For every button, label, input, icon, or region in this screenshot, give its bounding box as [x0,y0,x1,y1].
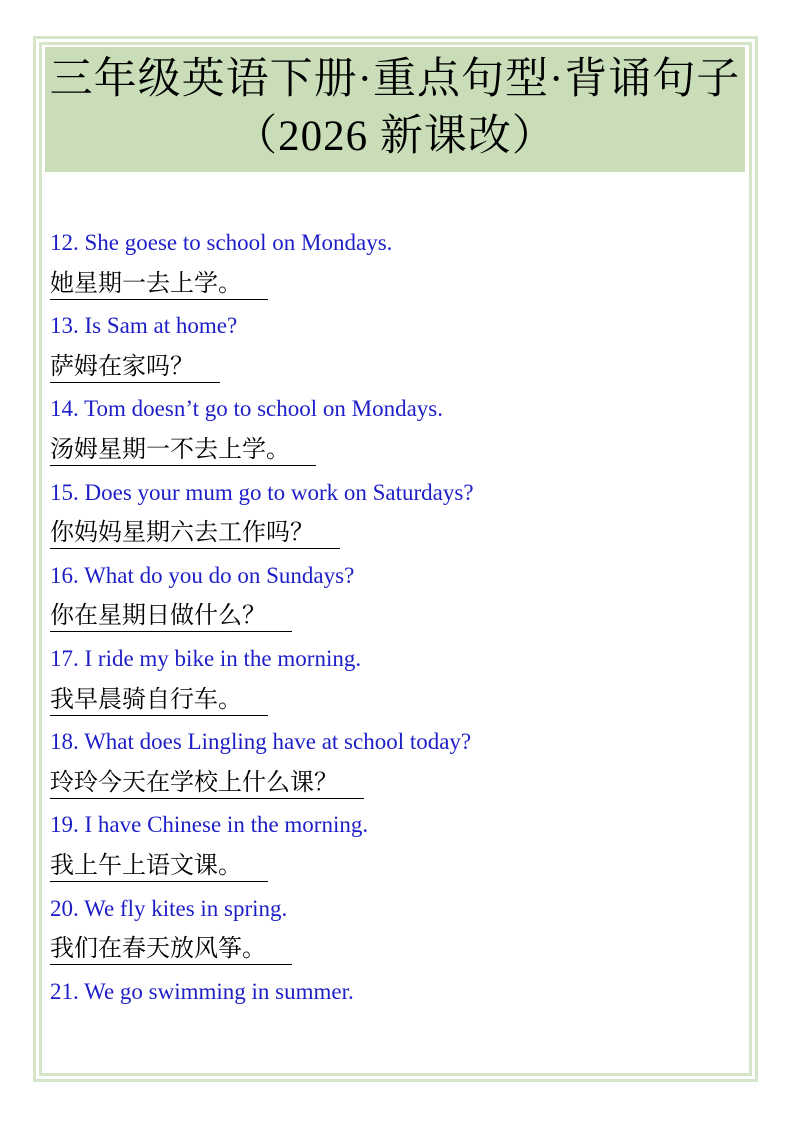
translation-zh-15-text: 你妈妈星期六去工作吗？ [50,519,340,549]
translation-zh-12-text: 她星期一去上学。 [50,270,268,300]
sentence-en-19: 19. I have Chinese in the morning. [50,812,369,838]
translation-zh-19-text: 我上午上语文课。 [50,852,268,882]
translation-zh-17-text: 我早晨骑自行车。 [50,686,268,716]
translation-zh-15 [50,513,750,555]
translation-zh-13 [50,347,750,389]
translation-zh-14 [50,430,750,472]
title-line-2: （2026 新课改） [234,113,556,160]
sentence-en-17: 17. I ride my bike in the morning. [50,645,362,671]
translation-zh-18 [50,763,750,805]
translation-zh-20 [50,929,750,971]
translation-zh-19 [50,846,750,888]
sentence-en-14: 14. Tom doesn’t go to school on Mondays. [50,396,444,422]
translation-zh-13-text: 萨姆在家吗？ [50,353,220,383]
sentence-en-13: 13. Is Sam at home? [50,313,238,339]
translation-zh-20-text: 我们在春天放风筝。 [50,935,292,965]
translation-zh-12 [50,264,750,306]
title-line-1: 三年级英语下册·重点句型·背诵句子 [49,56,741,103]
sentence-en-21: 21. We go swimming in summer. [50,978,354,1004]
translation-zh-16 [50,596,750,638]
sentence-en-15: 15. Does your mum go to work on Saturdays? [50,479,474,505]
sentence-en-18: 18. What does Lingling have at school today? [50,729,472,755]
translation-zh-14-text: 汤姆星期一不去上学。 [50,436,316,466]
sentence-en-12: 12. She goese to school on Mondays. [50,230,393,255]
translation-zh-17 [50,680,750,722]
sentence-en-20: 20. We fly kites in spring. [50,895,288,921]
translation-zh-16-text: 你在星期日做什么？ [50,602,292,632]
translation-zh-18-text: 玲玲今天在学校上什么课？ [50,769,364,799]
sentence-en-16: 16. What do you do on Sundays? [50,562,355,588]
document-title-banner [45,47,745,172]
sentence-list [50,222,750,1012]
